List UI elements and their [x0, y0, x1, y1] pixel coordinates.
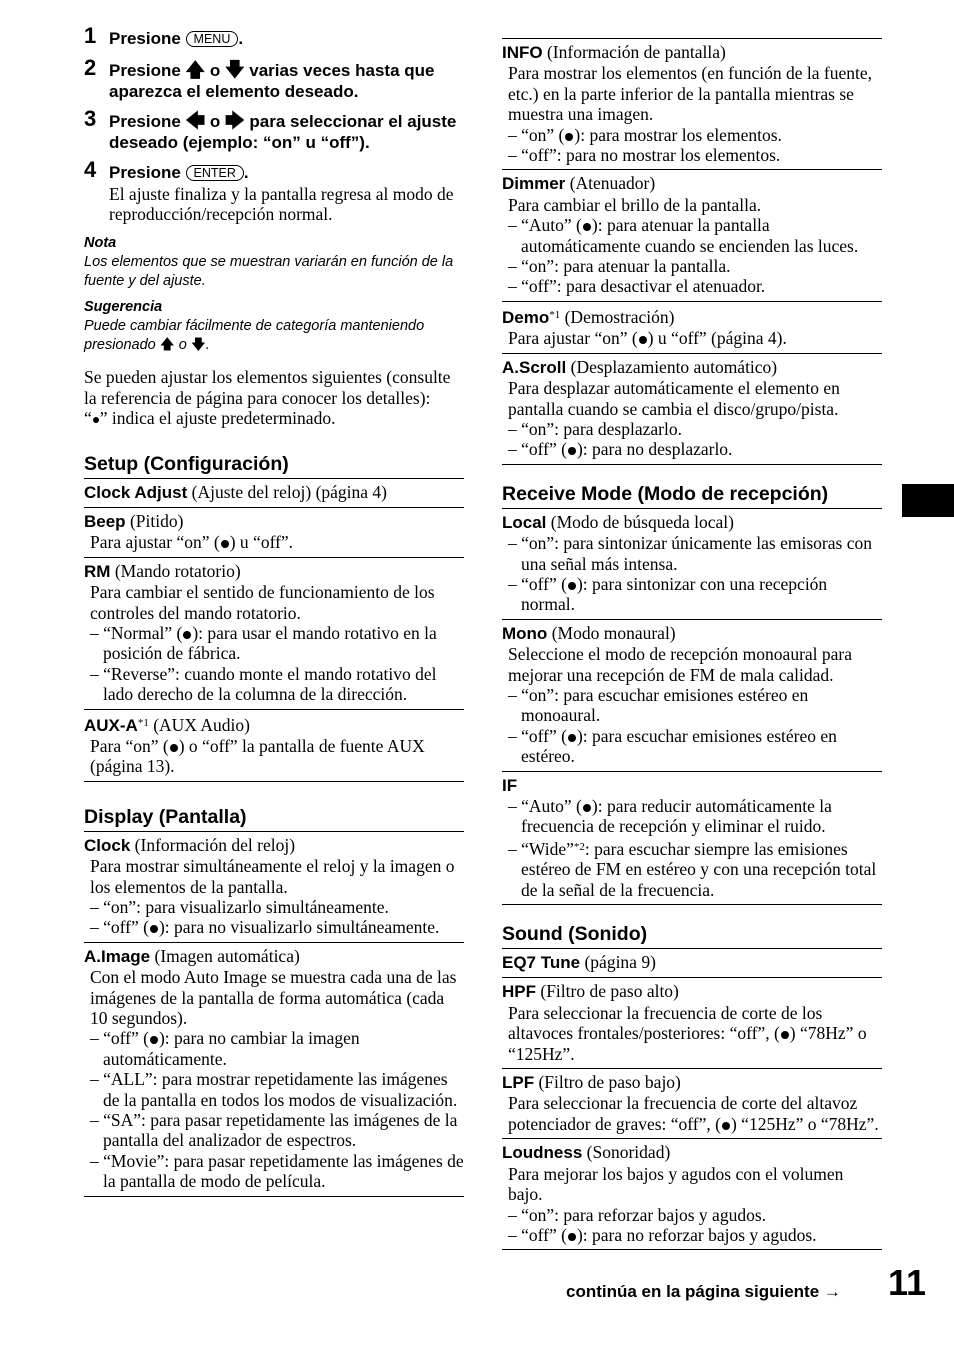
item-sub: (Desplazamiento automático) [570, 356, 778, 377]
step-text: Presione [109, 163, 181, 182]
step-text: o [209, 61, 221, 80]
step-number: 4 [84, 157, 97, 182]
item-title: A.Image [84, 946, 151, 966]
item-bullet: – “Reverse”: cuando monte el mando rotativo del lado derecho de la columna de la dirección. [90, 663, 437, 705]
step-2 [84, 55, 464, 102]
item-sub: (Modo de búsqueda local) [550, 511, 734, 532]
item-title: RM [84, 561, 111, 581]
item-bullet: – “off”: para desactivar el atenuador. [508, 276, 766, 297]
item-clock: Clock (Información del reloj) Para mostrar simultáneamente el reloj y la imagen o los elementos de la pantalla. – “on”: para visualizarlo simultáneamente. – “off” ( ): para no visualizarlo simultáneamente. [84, 832, 464, 943]
item-title: Local [502, 512, 547, 532]
item-bullet: – “off”: para no mostrar los elementos. [508, 145, 781, 166]
item-clock-adjust [84, 479, 464, 508]
step-text: o [209, 112, 221, 131]
punct: . [243, 163, 249, 182]
item-bullet: – “on”: para sintonizar únicamente las emisoras con una señal más intensa. [508, 533, 872, 574]
default-dot-icon [583, 804, 591, 812]
sugerencia-heading: Sugerencia [84, 299, 163, 315]
default-dot-icon [150, 925, 158, 933]
item-desc: Para mostrar los elementos (en función de la fuente, etc.) en la parte inferior de la pantalla mientras se muestra una imagen. [508, 63, 872, 125]
default-dot-icon [568, 734, 576, 742]
footnote-ref: *1 [549, 308, 561, 321]
item-loudness: Loudness (Sonoridad) Para mejorar los bajos y agudos con el volumen bajo. – “on”: para reforzar bajos y agudos. – “off” ( ): para no reforzar bajos y agudos. [502, 1139, 882, 1250]
default-dot-icon [722, 1122, 730, 1130]
item-sub: (Ajuste del reloj) (página 4) [191, 481, 388, 502]
item-sub: (Imagen automática) [154, 945, 300, 966]
item-title: Demo [502, 307, 550, 327]
right-column [502, 38, 882, 1250]
item-sub: (Información del reloj) [134, 834, 296, 855]
section-display: Display (Pantalla) [84, 805, 464, 832]
sugerencia-text: Puede cambiar fácilmente de categoría manteniendo presionado [84, 318, 425, 353]
menu-button-icon: MENU [186, 31, 239, 47]
default-dot-icon [93, 417, 99, 423]
step-text: Presione [109, 29, 181, 48]
item-desc: Para cambiar el sentido de funcionamiento de los controles del mando rotatorio. [90, 582, 435, 623]
item-sub: (Información de pantalla) [546, 42, 726, 62]
continue-text: continúa en la página siguiente [566, 1282, 820, 1301]
nota [84, 234, 464, 291]
intro-text: Se pueden ajustar los elementos siguientes (consulte la referencia de página para conocer los detalles): [84, 367, 451, 408]
section-receive-mode: Receive Mode (Modo de recepción) [502, 482, 882, 509]
item-sub: (Modo monaural) [551, 622, 676, 643]
item-sub: (Mando rotatorio) [114, 560, 241, 581]
item-sub: (página 9) [584, 952, 656, 973]
default-dot-icon [183, 631, 191, 639]
item-bullet: – “on”: para atenuar la pantalla. [508, 256, 731, 277]
item-a-image: A.Image (Imagen automática) Con el modo Auto Image se muestra cada una de las imágenes de la pantalla de forma automática (cada 10 segundos). – “off” ( ): para no cambiar la imagen automáticamente. – “ALL”: para mostrar repetidamente las imágenes de la pantalla en todos los modos de visualización. – “SA”: para pasar repetidamente las imágenes de la pantalla del analizador de espectros. – “Movie”: para pasar repetidamente las imágenes de la pantalla de modo de película. [84, 943, 464, 1197]
punct: . [238, 29, 244, 48]
item-bullet: – “SA”: para pasar repetidamente las imágenes de la pantalla del analizador de espectros. [90, 1110, 458, 1151]
item-sub: (AUX Audio) [153, 714, 250, 735]
sugerencia-text: o [178, 337, 187, 353]
page-number: 11 [888, 1262, 927, 1303]
item-mono: Mono (Modo monaural) Seleccione el modo de recepción monoaural para mejorar una recepción de FM de mala calidad. – “on”: para escuchar emisiones estéreo en monoaural. – “off” ( ): para escuchar emisiones estéreo en estéreo. [502, 620, 882, 772]
section-tab-marker [902, 484, 954, 517]
item-title: Dimmer [502, 174, 566, 194]
default-dot-icon [565, 133, 573, 141]
continue-footer [566, 1282, 841, 1302]
arrow-down-icon: 🡇 [190, 337, 206, 353]
default-dot-icon [170, 744, 178, 752]
default-dot-icon [583, 223, 591, 231]
item-title: IF [502, 775, 518, 795]
step-text: Presione [109, 61, 181, 80]
arrow-up-icon: 🡅 [185, 60, 206, 81]
default-dot-icon [781, 1031, 789, 1039]
item-desc: Seleccione el modo de recepción monoaural para mejorar una recepción de FM de mala calidad. [508, 644, 853, 685]
item-desc: Con el modo Auto Image se muestra cada una de las imágenes de la pantalla de forma automática (cada 10 segundos). [90, 967, 457, 1029]
item-desc: Para desplazar automáticamente el elemento en pantalla cuando se cambia el disco/grupo/pista. [508, 378, 840, 419]
step-4 [84, 157, 464, 224]
item-desc: Para mejorar los bajos y agudos con el volumen bajo. [508, 1163, 844, 1205]
step-number: 2 [84, 55, 97, 80]
step-1 [84, 23, 464, 49]
default-dot-icon [568, 1233, 576, 1241]
item-sub: (Atenuador) [569, 173, 656, 194]
item-bullet: – “Movie”: para pasar repetidamente las imágenes de la pantalla de modo de película. [90, 1150, 464, 1192]
item-sub: (Filtro de paso bajo) [538, 1072, 681, 1093]
item-lpf: LPF (Filtro de paso bajo) Para seleccionar la frecuencia de corte del altavoz potenciador de graves: “off”, ( ) “125Hz” o “78Hz”. [502, 1069, 882, 1139]
arrow-right-icon: → [823, 1282, 841, 1301]
step-text: varias veces hasta que aparezca el elemento deseado. [109, 61, 435, 101]
item-title: Beep [84, 511, 126, 531]
item-if: IF – “Auto” ( ): para reducir automáticamente la frecuencia de recepción y eliminar el ruido. – “Wide”$^{*2}$: para escuchar siempre las emisiones estéreo de FM en estéreo y con una recepción total de la señal de la frecuencia. [502, 772, 882, 905]
section-sound: Sound (Sonido) [502, 922, 882, 949]
item-beep: Beep (Pitido) Para ajustar “on” ( ) u “off”. [84, 508, 464, 558]
punct: . [205, 337, 210, 353]
item-title: Clock Adjust [84, 482, 188, 502]
section-setup: Setup (Configuración) [84, 452, 464, 479]
default-dot-icon [221, 540, 229, 548]
step-text: para seleccionar el ajuste deseado (ejemplo: “on” u “off”). [109, 112, 457, 152]
item-bullet: – “ALL”: para mostrar repetidamente las imágenes de la pantalla en todos los modos de visualización. [90, 1069, 458, 1110]
item-desc: Para cambiar el brillo de la pantalla. [508, 194, 762, 215]
left-column [84, 23, 464, 1197]
item-demo: Demo$^{*1}$ (Demostración) Para ajustar “on” ( ) u “off” (página 4). [502, 302, 882, 354]
item-desc: Para mostrar simultáneamente el reloj y la imagen o los elementos de la pantalla. [90, 856, 455, 897]
item-title: EQ7 Tune [502, 953, 581, 973]
footnote-ref: *1 [137, 716, 149, 729]
item-info: INFO (Información de pantalla) Para mostrar los elementos (en función de la fuente, etc.) en la parte inferior de la pantalla mientras se muestra una imagen. – “on” ( ): para mostrar los elementos. – “off”: para no mostrar los elementos. [502, 38, 882, 170]
step-description: El ajuste finaliza y la pantalla regresa al modo de reproducción/recepción normal. [109, 184, 454, 224]
item-title: AUX-A [84, 715, 138, 735]
item-bullet: – “on”: para desplazarlo. [508, 418, 682, 439]
item-local: Local (Modo de búsqueda local) – “on”: para sintonizar únicamente las emisoras con una señal más intensa. – “off” ( ): para sintonizar con una recepción normal. [502, 509, 882, 620]
default-dot-icon [568, 447, 576, 455]
default-dot-icon [639, 336, 647, 344]
step-3 [84, 106, 464, 153]
sugerencia [84, 298, 464, 355]
arrow-down-icon: 🡇 [224, 60, 245, 81]
default-legend: “ ” indica el ajuste predeterminado. [84, 408, 336, 428]
item-sub: (Sonoridad) [586, 1142, 671, 1163]
arrow-left-icon: 🡄 [185, 111, 206, 132]
item-dimmer: Dimmer (Atenuador) Para cambiar el brillo de la pantalla. – “Auto” ( ): para atenuar la pantalla automáticamente cuando se encienden las luces. – “on”: para atenuar la pantalla. – “off”: para desactivar el atenuador. [502, 170, 882, 301]
item-title: INFO [502, 43, 543, 62]
item-eq7-tune [502, 949, 882, 978]
arrow-right-icon: 🡆 [225, 111, 245, 132]
nota-text: Los elementos que se muestran variarán en función de la fuente y del ajuste. [84, 254, 454, 289]
item-sub: (Filtro de paso alto) [540, 981, 679, 1002]
default-dot-icon [150, 1036, 158, 1044]
item-sub: (Demostración) [564, 306, 675, 327]
item-bullet: – “on”: para escuchar emisiones estéreo en monoaural. [508, 684, 809, 726]
item-a-scroll: A.Scroll (Desplazamiento automático) Para desplazar automáticamente el elemento en pantalla cuando se cambia el disco/grupo/pista. – “on”: para desplazarlo. – “off” ( ): para no desplazarlo. [502, 354, 882, 465]
default-dot-icon [568, 582, 576, 590]
arrow-up-icon: 🡅 [159, 337, 175, 353]
item-sub: (Pitido) [129, 510, 184, 531]
item-title: Loudness [502, 1143, 583, 1163]
item-rm: RM (Mando rotatorio) Para cambiar el sentido de funcionamiento de los controles del mando rotatorio. – “Normal” ( ): para usar el mando rotativo en la posición de fábrica. – “Reverse”: cuando monte el mando rotativo del lado derecho de la columna de la dirección. [84, 558, 464, 710]
item-bullet: – “on”: para reforzar bajos y agudos. [508, 1204, 767, 1225]
footnote-ref: *2 [573, 840, 585, 853]
item-aux-a: AUX-$A^{*1}$ (AUX Audio) Para “on” ( ) o “off” la pantalla de fuente AUX (página 13). [84, 710, 464, 782]
item-title: LPF [502, 1073, 535, 1093]
nota-heading: Nota [84, 235, 117, 251]
intro [84, 367, 464, 429]
step-number: 3 [84, 106, 97, 131]
enter-button-icon: ENTER [186, 165, 244, 181]
item-bullet: – “on”: para visualizarlo simultáneamente. [90, 897, 389, 917]
item-title: HPF [502, 982, 536, 1002]
item-title: A.Scroll [502, 357, 567, 377]
item-title: Mono [502, 623, 548, 643]
item-hpf: HPF (Filtro de paso alto) Para seleccionar la frecuencia de corte de los altavoces frontales/posteriores: “off”, ( ) “78Hz” o “125Hz”. [502, 978, 882, 1069]
item-title: Clock [84, 835, 131, 855]
step-number: 1 [84, 23, 97, 48]
step-text: Presione [109, 112, 181, 131]
